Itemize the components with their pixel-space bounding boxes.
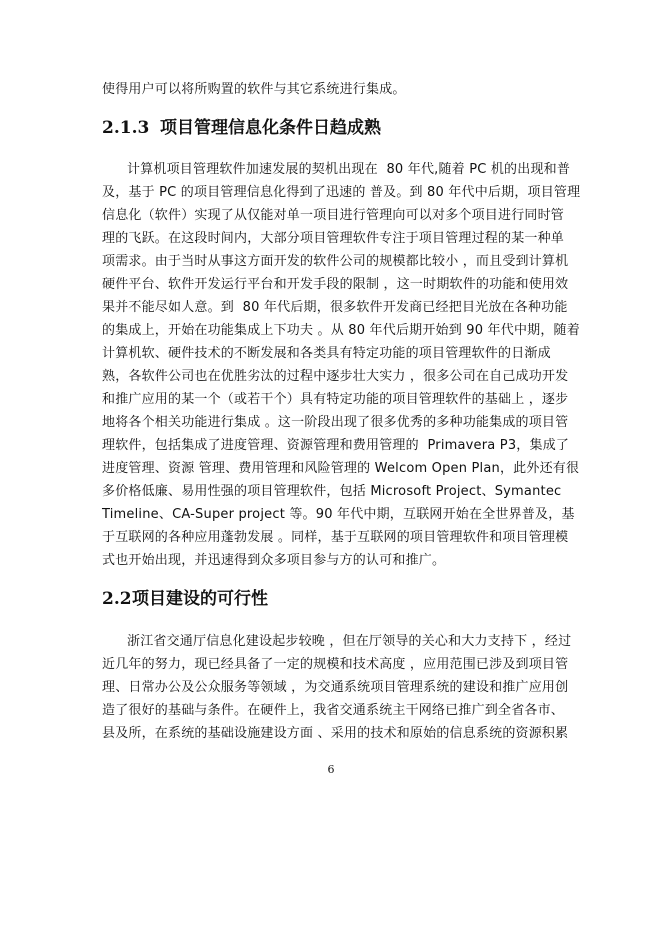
paragraph-line: 的集成上，开始在功能集成上下功夫 。从 80 年代后期开始到 90 年代中期，随着: [102, 323, 580, 338]
paragraph-line: 及，基于 PC 的项目管理信息化得到了迅速的 普及。到 80 年代中后期，项目管理: [102, 185, 581, 200]
paragraph-line: 地将各个相关功能进行集成 。这一阶段出现了很多优秀的多种功能集成的项目管: [102, 415, 569, 430]
paragraph-line: 项需求。由于当时从事这方面开发的软件公司的规模都比较小 ，而且受到计算机: [102, 254, 569, 269]
paragraph-line: 式也开始出现，并迅速得到众多项目参与方的认可和推广。: [102, 553, 446, 568]
paragraph-line: 和推广应用的某一个（或若干个）具有特定功能的项目管理软件的基础上 ，逐步: [102, 392, 569, 407]
paragraph-line: 于互联网的各种应用蓬勃发展 。同样，基于互联网的项目管理软件和项目管理模: [102, 530, 569, 545]
paragraph-line: 果并不能尽如人意。到 80 年代后期，很多软件开发商已经把目光放在各种功能: [102, 300, 568, 315]
section-title: 项目建设的可行性: [132, 589, 268, 609]
paragraph-line: 计算机项目管理软件加速发展的契机出现在 80 年代,随着 PC 机的出现和普: [127, 162, 571, 177]
section-heading-2-1-3: [102, 117, 381, 139]
paragraph-line: 进度管理、资源 管理、费用管理和风险管理的 Welcom Open Plan，此外还有很: [102, 461, 580, 476]
section-number: 2.1.3: [102, 118, 150, 138]
paragraph-line: 多价格低廉、易用性强的项目管理软件，包括 Microsoft Project、Symantec: [102, 484, 562, 499]
paragraph-line: 浙江省交通厅信息化建设起步较晚 ，但在厅领导的关心和大力支持下 ，经过: [127, 634, 572, 649]
opening-paragraph-line: 使得用户可以将所购置的软件与其它系统进行集成。: [102, 82, 406, 97]
section-title: 项目管理信息化条件日趋成熟: [160, 118, 381, 138]
paragraph-line: Timeline、CA-Super project 等。90 年代中期，互联网开始在全世界普及，基: [102, 507, 575, 522]
page-number: 6: [327, 763, 335, 776]
paragraph-line: 信息化（软件）实现了从仅能对单一项目进行管理向可以对多个项目进行同时管: [102, 208, 565, 223]
paragraph-line: 近几年的努力，现已经具备了一定的规模和技术高度 ，应用范围已涉及到项目管: [102, 657, 569, 672]
paragraph-line: 造了很好的基础与条件。在硬件上，我省交通系统主干网络已推广到全省各市、: [102, 703, 565, 718]
paragraph-line: 理软件，包括集成了进度管理、资源管理和费用管理的 Primavera P3，集成了: [102, 438, 570, 453]
paragraph-line: 县及所，在系统的基础设施建设方面 、采用的技术和原始的信息系统的资源积累: [102, 726, 569, 741]
paragraph-line: 熟，各软件公司也在优胜劣汰的过程中逐步壮大实力 ，很多公司在自己成功开发: [102, 369, 569, 384]
section-number: 2.2: [102, 589, 132, 609]
paragraph-line: 理的飞跃。在这段时间内，大部分项目管理软件专注于项目管理过程的某一种单: [102, 231, 565, 246]
section-heading-2-2: [102, 588, 268, 610]
paragraph-line: 计算机软、硬件技术的不断发展和各类具有特定功能的项目管理软件的日渐成: [102, 346, 551, 361]
paragraph-line: 硬件平台、软件开发运行平台和开发手段的限制 ，这一时期软件的功能和使用效: [102, 277, 569, 292]
paragraph-line: 理、日常办公及公众服务等领域 ，为交通系统项目管理系统的建设和推广应用创: [102, 680, 569, 695]
